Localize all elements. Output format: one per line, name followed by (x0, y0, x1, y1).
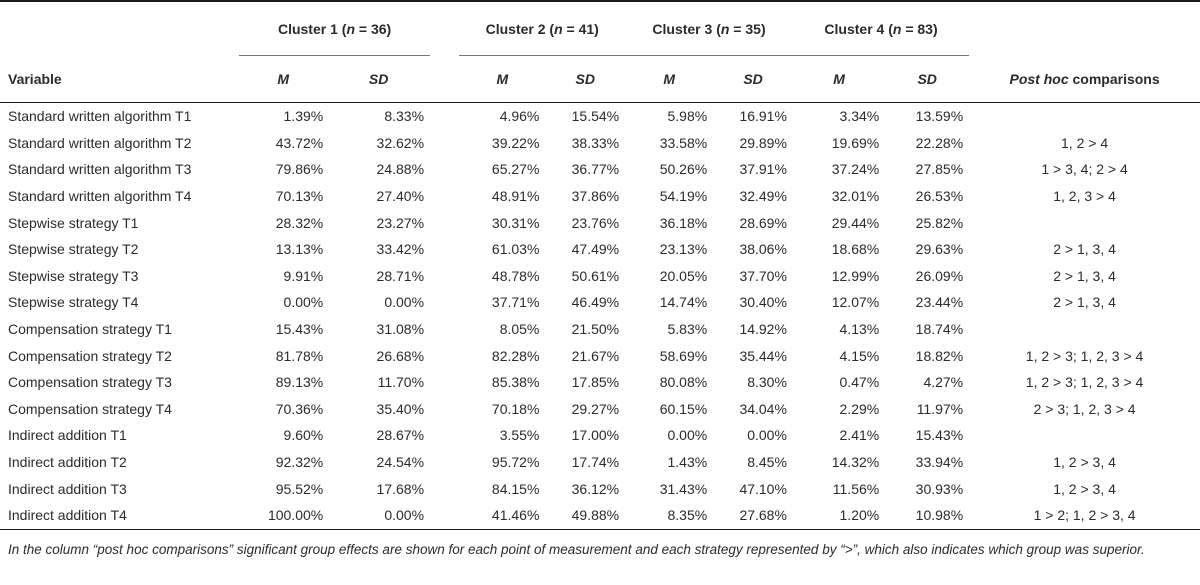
cluster-4-header: Cluster 4 (n = 83) (793, 1, 969, 56)
value-cell: 32.49% (739, 188, 787, 205)
value-cell: 80.08% (659, 374, 708, 391)
value-cell: 61.03% (491, 241, 540, 258)
value-cell: 84.15% (491, 480, 540, 497)
value-cell: 100.00% (239, 502, 327, 529)
variable-column-header: Variable (0, 56, 239, 103)
value-cell: 8.33% (384, 108, 425, 125)
table-row (0, 475, 1200, 502)
value-cell: 23.13% (659, 241, 708, 258)
value-cell: 4.15% (839, 347, 880, 364)
cluster-2-header: Cluster 2 (n = 41) (459, 1, 625, 56)
value-cell: 47.49% (571, 241, 620, 258)
value-cell: 9.60% (283, 427, 324, 444)
value-cell: 5.83% (667, 321, 708, 338)
value-cell: 39.22% (491, 134, 540, 151)
variable-cell: Stepwise strategy T2 (8, 241, 139, 258)
value-cell: 29.27% (571, 400, 620, 417)
value-cell: 36.18% (659, 214, 708, 231)
value-cell: 15.54% (571, 108, 620, 125)
post-hoc-cell (969, 422, 1200, 449)
value-cell: 81.78% (275, 347, 324, 364)
cluster-4-m-header: M (793, 56, 885, 103)
value-cell: 27.85% (915, 161, 964, 178)
post-hoc-cell: 2 > 1, 3, 4 (1053, 241, 1116, 258)
value-cell: 70.36% (275, 400, 324, 417)
value-cell: 12.07% (831, 294, 880, 311)
value-cell: 33.94% (915, 454, 964, 471)
table-row (0, 316, 1200, 343)
value-cell: 27.68% (713, 502, 793, 529)
value-cell: 24.88% (376, 161, 425, 178)
value-cell: 50.61% (571, 267, 620, 284)
value-cell: 14.92% (739, 321, 787, 338)
value-cell: 34.04% (739, 400, 787, 417)
value-cell: 4.13% (839, 321, 880, 338)
value-cell: 38.33% (571, 134, 620, 151)
value-cell: 79.86% (275, 161, 324, 178)
value-cell: 28.71% (376, 267, 425, 284)
value-cell: 48.78% (491, 267, 540, 284)
variable-cell: Compensation strategy T4 (8, 400, 172, 417)
value-cell: 54.19% (659, 188, 708, 205)
variable-cell: Standard written algorithm T4 (8, 188, 192, 205)
value-cell: 9.91% (283, 267, 324, 284)
value-cell: 8.05% (499, 321, 540, 338)
value-cell: 4.27% (923, 374, 964, 391)
value-cell: 95.52% (275, 480, 324, 497)
value-cell: 17.85% (571, 374, 620, 391)
table-row (0, 183, 1200, 210)
value-cell: 49.88% (545, 502, 625, 529)
cluster-1-header: Cluster 1 (n = 36) (239, 1, 430, 56)
table-row (0, 156, 1200, 183)
value-cell: 23.76% (571, 214, 620, 231)
value-cell: 17.74% (571, 454, 620, 471)
post-hoc-cell: 2 > 1, 3, 4 (1053, 294, 1116, 311)
value-cell: 35.44% (739, 347, 787, 364)
table-row (0, 342, 1200, 369)
post-hoc-cell: 1, 2 > 4 (1061, 134, 1109, 151)
value-cell: 21.50% (571, 321, 620, 338)
value-cell: 10.98% (885, 502, 969, 529)
value-cell: 29.89% (739, 134, 787, 151)
cluster-4-sd-header: SD (885, 56, 969, 103)
post-hoc-cell (969, 103, 1200, 130)
value-cell: 17.68% (376, 480, 425, 497)
value-cell: 95.72% (491, 454, 540, 471)
value-cell: 28.67% (376, 427, 425, 444)
value-cell: 30.40% (739, 294, 787, 311)
value-cell: 14.74% (659, 294, 708, 311)
value-cell: 28.69% (739, 214, 787, 231)
variable-cell: Compensation strategy T1 (8, 321, 172, 338)
value-cell: 22.28% (915, 134, 964, 151)
variable-cell: Standard written algorithm T3 (8, 161, 192, 178)
variable-cell: Indirect addition T4 (0, 502, 239, 529)
post-hoc-column-header: Post hoc comparisons (969, 56, 1200, 103)
cluster-3-m-header: M (625, 56, 713, 103)
value-cell: 46.49% (571, 294, 620, 311)
post-hoc-cell (969, 316, 1200, 343)
value-cell: 0.00% (667, 427, 708, 444)
variable-cell: Stepwise strategy T4 (8, 294, 139, 311)
variable-cell: Compensation strategy T3 (8, 374, 172, 391)
value-cell: 38.06% (739, 241, 787, 258)
value-cell: 50.26% (659, 161, 708, 178)
value-cell: 2.29% (839, 400, 880, 417)
value-cell: 30.93% (915, 480, 964, 497)
value-cell: 37.86% (571, 188, 620, 205)
value-cell: 0.00% (283, 294, 324, 311)
value-cell: 13.59% (915, 108, 964, 125)
table-row (0, 263, 1200, 290)
value-cell: 3.34% (839, 108, 880, 125)
post-hoc-cell (969, 209, 1200, 236)
value-cell: 0.00% (747, 427, 787, 444)
header-row-columns (0, 56, 1200, 103)
variable-cell: Indirect addition T3 (8, 480, 127, 497)
value-cell: 82.28% (491, 347, 540, 364)
value-cell: 21.67% (571, 347, 620, 364)
post-hoc-cell: 1, 2 > 3, 4 (1053, 480, 1116, 497)
value-cell: 1.39% (283, 108, 324, 125)
value-cell: 14.32% (831, 454, 880, 471)
value-cell: 37.24% (831, 161, 880, 178)
cluster-2-m-header: M (459, 56, 545, 103)
value-cell: 30.31% (491, 214, 540, 231)
cluster-3-sd-header: SD (713, 56, 793, 103)
table-body (0, 103, 1200, 530)
variable-cell: Compensation strategy T2 (8, 347, 172, 364)
cluster-3-header: Cluster 3 (n = 35) (625, 1, 793, 56)
value-cell: 36.12% (571, 480, 620, 497)
value-cell: 92.32% (275, 454, 324, 471)
value-cell: 1.20% (793, 502, 885, 529)
value-cell: 20.05% (659, 267, 708, 284)
value-cell: 65.27% (491, 161, 540, 178)
value-cell: 18.82% (915, 347, 964, 364)
value-cell: 0.00% (327, 502, 430, 529)
post-hoc-cell: 1, 2, 3 > 4 (1053, 188, 1116, 205)
value-cell: 8.30% (747, 374, 787, 391)
post-hoc-cell: 1, 2 > 3; 1, 2, 3 > 4 (1025, 347, 1144, 364)
value-cell: 8.45% (747, 454, 787, 471)
value-cell: 0.47% (839, 374, 880, 391)
value-cell: 32.01% (831, 188, 880, 205)
value-cell: 12.99% (831, 267, 880, 284)
value-cell: 1.43% (667, 454, 708, 471)
value-cell: 29.63% (915, 241, 964, 258)
value-cell: 19.69% (831, 134, 880, 151)
value-cell: 70.18% (491, 400, 540, 417)
value-cell: 31.43% (659, 480, 708, 497)
value-cell: 23.44% (915, 294, 964, 311)
cluster-1-m-header: M (239, 56, 327, 103)
value-cell: 25.82% (915, 214, 964, 231)
value-cell: 26.53% (915, 188, 964, 205)
table-row (0, 449, 1200, 476)
cluster-2-sd-header: SD (545, 56, 625, 103)
table-row (0, 289, 1200, 316)
value-cell: 23.27% (376, 214, 425, 231)
value-cell: 8.35% (625, 502, 713, 529)
variable-cell: Indirect addition T2 (8, 454, 127, 471)
post-hoc-cell: 1 > 3, 4; 2 > 4 (1041, 161, 1128, 178)
post-hoc-cell: 1, 2 > 3, 4 (1053, 454, 1116, 471)
table-footnote: In the column “post hoc comparisons” significant group effects are shown for each point of measurement and each strategy represented by “>”, which also indicates which group was superior. (8, 542, 1145, 557)
value-cell: 48.91% (491, 188, 540, 205)
value-cell: 24.54% (376, 454, 425, 471)
table-row (0, 396, 1200, 423)
value-cell: 26.09% (915, 267, 964, 284)
value-cell: 37.70% (739, 267, 787, 284)
value-cell: 36.77% (571, 161, 620, 178)
post-hoc-cell: 1 > 2; 1, 2 > 3, 4 (969, 502, 1200, 529)
value-cell: 13.13% (275, 241, 324, 258)
cluster-1-sd-header: SD (327, 56, 430, 103)
value-cell: 3.55% (499, 427, 540, 444)
value-cell: 43.72% (275, 134, 324, 151)
table-row (0, 209, 1200, 236)
value-cell: 27.40% (376, 188, 425, 205)
value-cell: 33.42% (376, 241, 425, 258)
table-row (0, 369, 1200, 396)
value-cell: 0.00% (384, 294, 425, 311)
value-cell: 29.44% (831, 214, 880, 231)
value-cell: 16.91% (739, 108, 787, 125)
value-cell: 11.70% (377, 374, 425, 391)
value-cell: 26.68% (376, 347, 425, 364)
post-hoc-cell: 2 > 3; 1, 2, 3 > 4 (1033, 400, 1136, 417)
value-cell: 37.71% (491, 294, 540, 311)
value-cell: 47.10% (739, 480, 787, 497)
value-cell: 18.68% (831, 241, 880, 258)
variable-cell: Stepwise strategy T3 (8, 267, 139, 284)
post-hoc-cell: 2 > 1, 3, 4 (1053, 267, 1116, 284)
value-cell: 28.32% (275, 214, 324, 231)
value-cell: 58.69% (659, 347, 708, 364)
table-row (0, 422, 1200, 449)
value-cell: 41.46% (459, 502, 545, 529)
value-cell: 70.13% (275, 188, 324, 205)
value-cell: 37.91% (739, 161, 787, 178)
value-cell: 18.74% (915, 321, 964, 338)
value-cell: 5.98% (667, 108, 708, 125)
table-row (0, 103, 1200, 130)
value-cell: 35.40% (376, 400, 425, 417)
value-cell: 33.58% (659, 134, 708, 151)
variable-cell: Stepwise strategy T1 (8, 214, 139, 231)
value-cell: 15.43% (275, 321, 324, 338)
value-cell: 89.13% (275, 374, 324, 391)
value-cell: 32.62% (376, 134, 425, 151)
value-cell: 11.56% (832, 480, 880, 497)
variable-cell: Standard written algorithm T1 (8, 108, 192, 125)
value-cell: 15.43% (915, 427, 964, 444)
table-row (0, 502, 1200, 529)
value-cell: 17.00% (571, 427, 620, 444)
table-row (0, 236, 1200, 263)
value-cell: 60.15% (659, 400, 708, 417)
value-cell: 2.41% (839, 427, 880, 444)
value-cell: 11.97% (916, 400, 964, 417)
value-cell: 85.38% (491, 374, 540, 391)
table-row (0, 130, 1200, 157)
variable-cell: Indirect addition T1 (8, 427, 127, 444)
post-hoc-cell: 1, 2 > 3; 1, 2, 3 > 4 (1025, 374, 1144, 391)
variable-cell: Standard written algorithm T2 (8, 134, 192, 151)
header-row-clusters (0, 1, 1200, 56)
value-cell: 31.08% (376, 321, 425, 338)
value-cell: 4.96% (499, 108, 540, 125)
